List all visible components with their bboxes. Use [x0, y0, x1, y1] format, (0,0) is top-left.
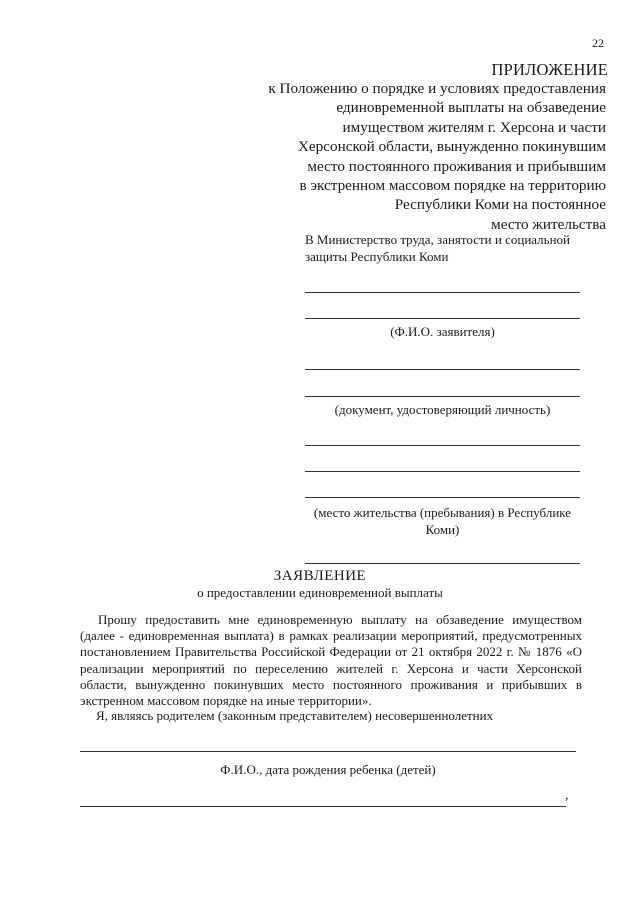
document-blank-line[interactable] — [305, 396, 580, 397]
residence-blank-line[interactable] — [305, 471, 580, 472]
annex-title: ПРИЛОЖЕНИЕ — [491, 60, 608, 79]
addressee: В Министерство труда, занятости и социальной защиты Республики Коми — [305, 232, 570, 264]
document-blank-line[interactable] — [305, 369, 580, 370]
trailing-comma: , — [565, 788, 569, 803]
residence-blank-line[interactable] — [305, 563, 580, 564]
annex-line: имуществом жителям г. Херсона и части — [342, 118, 606, 136]
fio-blank-line[interactable] — [305, 292, 580, 293]
statement-title: ЗАЯВЛЕНИЕ — [273, 568, 367, 584]
statement-parent-line: Я, являясь родителем (законным представителем) несовершеннолетних — [96, 708, 494, 723]
annex-line: Республики Коми на постоянное — [394, 196, 606, 214]
statement-subtitle: о предоставлении единовременной выплаты — [197, 585, 443, 600]
annex-line: Херсонской области, вынужденно покинувшим — [297, 138, 606, 156]
annex-description — [268, 79, 606, 234]
page-number: 22 — [592, 36, 604, 50]
child-blank-line[interactable] — [80, 806, 566, 807]
residence-caption: (место жительства (пребывания) в Республике Коми) — [313, 505, 572, 537]
document-caption: (документ, удостоверяющий личность) — [334, 402, 551, 417]
residence-blank-line[interactable] — [305, 497, 580, 498]
annex-line: место постоянного проживания и прибывшим — [307, 157, 606, 175]
child-blank-line[interactable] — [80, 751, 576, 752]
annex-line: место жительства — [491, 215, 606, 233]
residence-blank-line[interactable] — [305, 445, 580, 446]
fio-caption: (Ф.И.О. заявителя) — [390, 324, 495, 339]
annex-line: к Положению о порядке и условиях предоставления — [268, 80, 606, 97]
statement-paragraph: Прошу предоставить мне единовременную выплату на обзаведение имуществом (далее - единовременная выплата) в рамках реализации мероприятий, предусмотренных постановлением Правительства Российской Федерации от 21 октября 2022 г. № 1876 «О реализации мероприятий по переселению жителей г. Херсона и части Херсонской области, вынужденно покинувших место постоянного проживания и прибывших в экстренном массовом порядке на иные территории». — [80, 612, 582, 709]
annex-line: единовременной выплаты на обзаведение — [336, 99, 606, 117]
fio-blank-line[interactable] — [305, 318, 580, 319]
child-caption: Ф.И.О., дата рождения ребенка (детей) — [220, 762, 436, 777]
annex-line: в экстренном массовом порядке на территорию — [299, 177, 606, 195]
